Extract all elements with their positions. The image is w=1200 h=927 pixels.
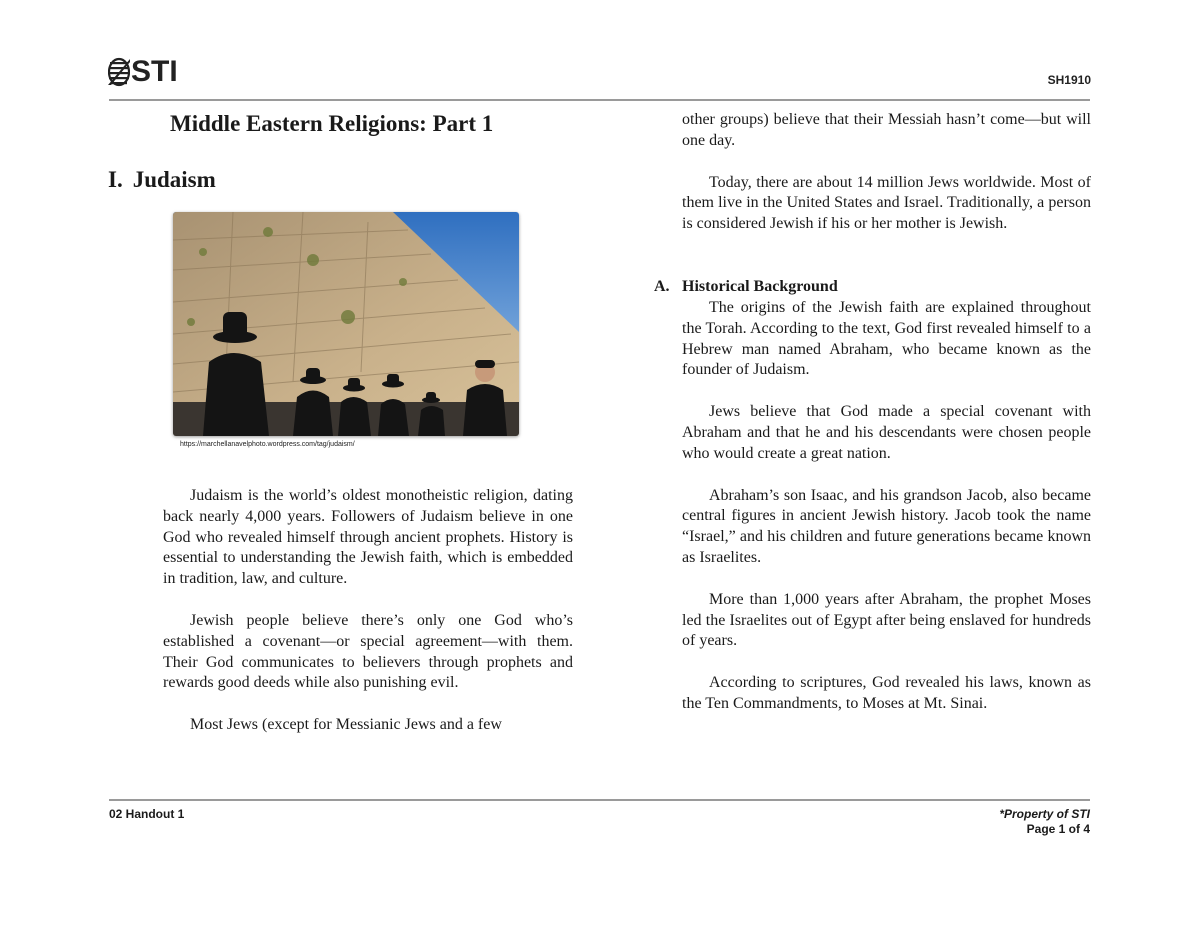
- paragraph: Abraham’s son Isaac, and his grandson Jacob, also became central figures in ancient Jewish history. Jacob took the name “Israel,” and his children and future generations became known as Israelites.: [682, 486, 1091, 566]
- subsection-letter: A.: [654, 278, 670, 295]
- page-title: Middle Eastern Religions: Part 1: [170, 111, 494, 136]
- page-number: Page 1 of 4: [1026, 822, 1090, 836]
- photo-caption: https://marchellanavelphoto.wordpress.com/tag/judaism/: [180, 441, 355, 448]
- paragraph: The origins of the Jewish faith are explained throughout the Torah. According to the text, God first revealed himself to a Hebrew man named Abraham, who became known as the founder of Judaism.: [682, 299, 1091, 379]
- paragraph: Judaism is the world’s oldest monotheistic religion, dating back nearly 4,000 years. Followers of Judaism believe in one God who revealed himself through ancient prophets. History is essential to understanding the Jewish faith, which is embedded in tradition, law, and culture.: [163, 487, 573, 588]
- subsection-title: Historical Background: [682, 278, 838, 295]
- sti-logo: [108, 55, 178, 89]
- footer-right: [999, 807, 1090, 837]
- section-title: Judaism: [132, 167, 216, 192]
- section-heading: [108, 167, 216, 193]
- right-column-text-top: [682, 110, 1091, 256]
- subsection-heading: [654, 277, 838, 298]
- header-rule: [109, 99, 1090, 101]
- left-column-text: [163, 486, 573, 757]
- paragraph: Today, there are about 14 million Jews worldwide. Most of them live in the United States and Israel. Traditionally, a person is considered Jewish if his or her mother is Jewish.: [682, 173, 1091, 233]
- paragraph: Most Jews (except for Messianic Jews and a few: [190, 716, 502, 734]
- paragraph: According to scriptures, God revealed his laws, known as the Ten Commandments, to Moses at Mt. Sinai.: [682, 674, 1091, 712]
- paragraph: Jewish people believe there’s only one God who’s established a covenant—or special agreement—with them. Their God communicates to believers through prophets and rewards good deeds while also punishing evil.: [163, 611, 573, 692]
- handout-label: 02 Handout 1: [109, 807, 185, 821]
- property-notice: *Property of STI: [999, 807, 1090, 821]
- western-wall-photo: [173, 212, 519, 436]
- section-number: I.: [108, 167, 123, 192]
- paragraph: More than 1,000 years after Abraham, the prophet Moses led the Israelites out of Egypt after being enslaved for hundreds of years.: [682, 590, 1091, 650]
- right-column-text-bottom: [682, 298, 1091, 736]
- logo-wordmark: STI: [131, 55, 178, 88]
- footer-rule: [109, 799, 1090, 801]
- document-code: SH1910: [1047, 73, 1091, 87]
- paragraph-continuation: other groups) believe that their Messiah hasn’t come—but will one day.: [682, 111, 1091, 149]
- globe-icon: [108, 57, 130, 87]
- paragraph: Jews believe that God made a special covenant with Abraham and that he and his descendants were chosen people who would create a great nation.: [682, 403, 1091, 462]
